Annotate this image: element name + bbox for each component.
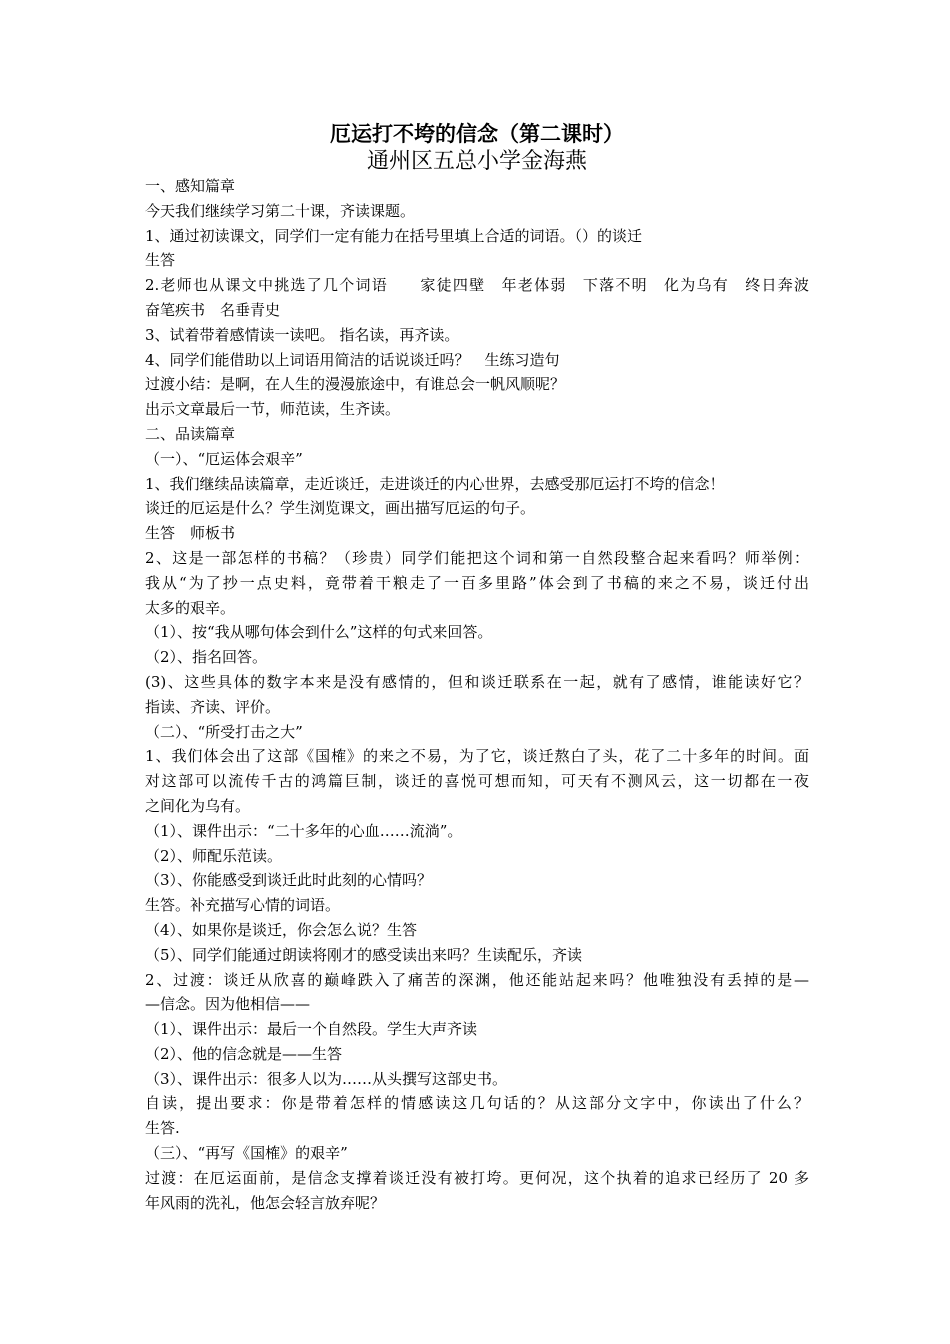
text-line: 1、我们体会出了这部《国榷》的来之不易，为了它，谈迁熬白了头，花了二十多年的时间。面 (145, 747, 809, 766)
text-line: 对这部可以流传千古的鸿篇巨制，谈迁的喜悦可想而知，可天有不测风云，这一切都在一夜 (145, 772, 809, 791)
text-line: （2）、师配乐范读。 (145, 846, 283, 865)
text-line: （一）、“厄运体会艰辛” (145, 449, 303, 468)
text-line: 出示文章最后一节，师范读，生齐读。 (145, 400, 401, 419)
text-line: —信念。因为他相信—— (145, 995, 311, 1014)
text-line: 生答. (145, 1119, 180, 1138)
text-line: 我从“为了抄一点史料，竟带着干粮走了一百多里路”体会到了书稿的来之不易，谈迁付出 (145, 573, 809, 592)
text-line: （3）、你能感受到谈迁此时此刻的心情吗？ (145, 871, 433, 890)
title-block (145, 120, 809, 176)
text-line: 2.老师也从课文中挑选了几个词语 家徒四壁 年老体弱 下落不明 化为乌有 终日奔波 (145, 276, 809, 295)
text-line: 二、品读篇章 (145, 424, 236, 443)
text-line: 谈迁的厄运是什么？学生浏览课文，画出描写厄运的句子。 (145, 499, 536, 518)
text-line: 过渡：在厄运面前，是信念支撑着谈迁没有被打垮。更何况，这个执着的追求已经历了 20 多 (145, 1168, 809, 1187)
text-line: 生答。补充描写心情的词语。 (145, 896, 341, 915)
text-line: （5）、同学们能通过朗读将刚才的感受读出来吗？生读配乐，齐读 (145, 945, 583, 964)
document-subtitle: 通州区五总小学金海燕 (366, 149, 587, 174)
text-line: 指读、齐读、评价。 (145, 697, 281, 716)
text-line: 过渡小结：是啊，在人生的漫漫旅途中，有谁总会一帆风顺呢？ (145, 375, 566, 394)
text-line: 4、同学们能借助以上词语用简洁的话说谈迁吗？ 生练习造句 (145, 350, 560, 369)
text-line: 一、感知篇章 (145, 177, 236, 195)
text-line: （2）、指名回答。 (145, 648, 268, 667)
text-line: （二）、“所受打击之大” (145, 722, 303, 741)
text-line: （2）、他的信念就是——生答 (145, 1044, 343, 1063)
text-line: (3)、这些具体的数字本来是没有感情的，但和谈迁联系在一起，就有了感情，谁能读好它？ (145, 672, 809, 691)
text-line: （1）、按“我从哪句体会到什么”这样的句式来回答。 (145, 623, 493, 642)
text-line: 生答 师板书 (145, 524, 236, 543)
text-line: 自读，提出要求：你是带着怎样的情感读这几句话的？从这部分文字中，你读出了什么？ (145, 1094, 809, 1113)
text-line: 2、这是一部怎样的书稿？（珍贵）同学们能把这个词和第一自然段整合起来看吗？师举例： (145, 548, 809, 567)
text-line: （三）、“再写《国榷》的艰辛” (145, 1144, 348, 1163)
text-line: 1、通过初读课文，同学们一定有能力在括号里填上合适的词语。（）的谈迁 (145, 226, 643, 245)
text-line: 太多的艰辛。 (145, 598, 236, 617)
text-line: （1）、课件出示：最后一个自然段。学生大声齐读 (145, 1020, 478, 1039)
document-title: 厄运打不垮的信念（第二课时） (330, 121, 624, 146)
text-line: （3）、课件出示：很多人以为……从头撰写这部史书。 (145, 1069, 508, 1088)
text-line: 奋笔疾书 名垂青史 (145, 300, 281, 319)
text-line: 今天我们继续学习第二十课，齐读课题。 (145, 201, 416, 220)
text-line: 年风雨的洗礼，他怎会轻言放弃呢？ (145, 1193, 386, 1212)
text-line: 2、过渡：谈迁从欣喜的巅峰跌入了痛苦的深渊，他还能站起来吗？他唯独没有丢掉的是— (145, 970, 809, 989)
text-line: （1）、课件出示：“二十多年的心血……流淌”。 (145, 821, 463, 840)
text-line: 3、试着带着感情读一读吧。 指名读，再齐读。 (145, 325, 460, 344)
document-body (145, 174, 809, 1215)
text-line: （4）、如果你是谈迁，你会怎么说？生答 (145, 920, 418, 939)
text-line: 1、我们继续品读篇章，走近谈迁，走进谈迁的内心世界，去感受那厄运打不垮的信念！ (145, 474, 725, 493)
text-line: 生答 (145, 251, 176, 270)
text-line: 之间化为乌有。 (145, 796, 251, 815)
